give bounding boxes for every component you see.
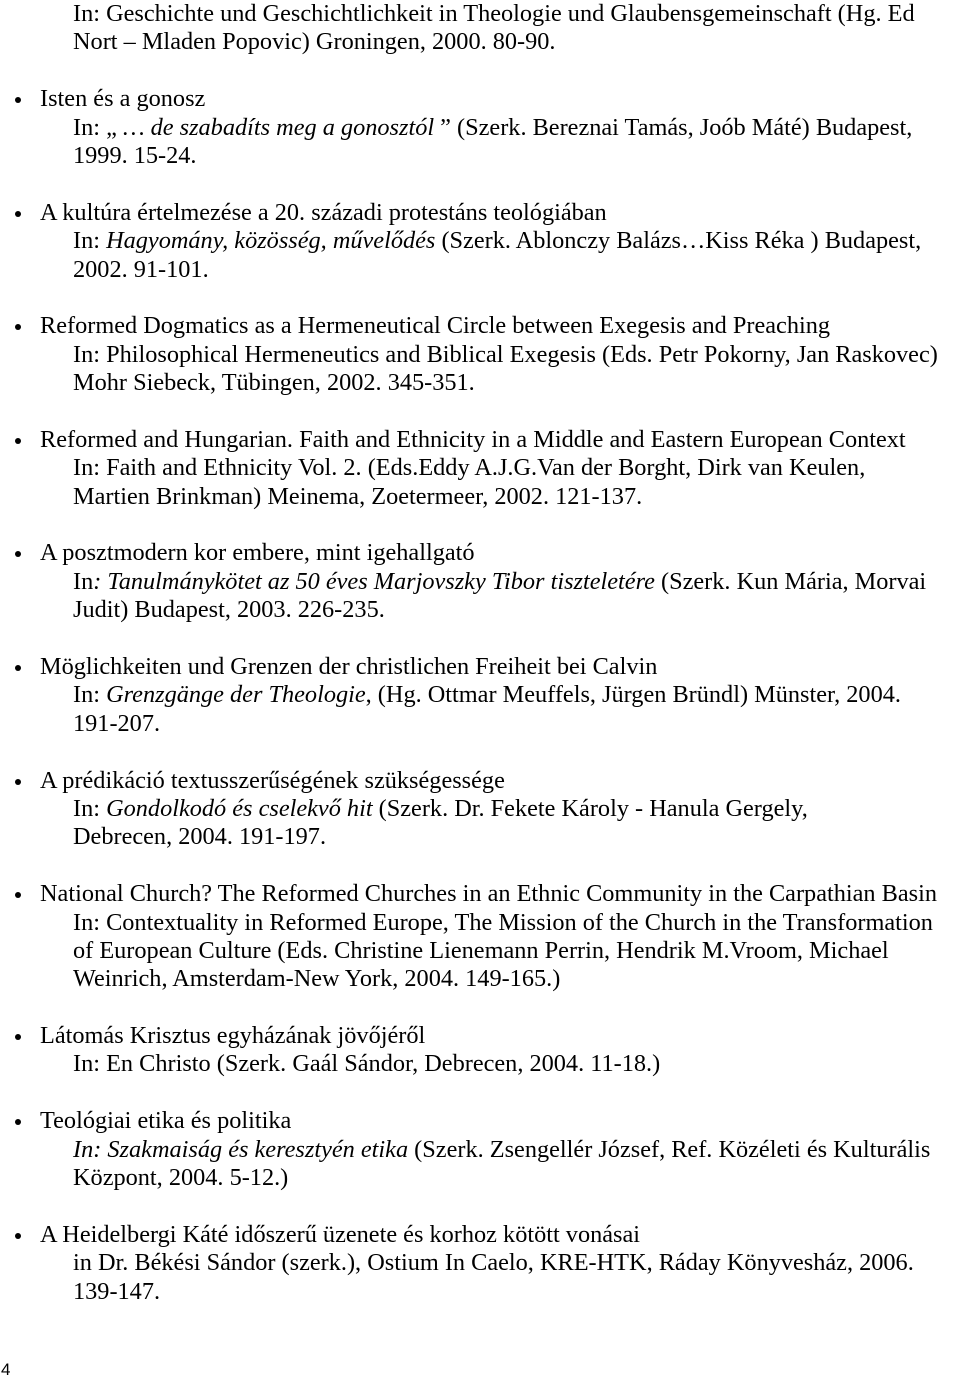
publication-item (0, 1221, 960, 1306)
citation-text: (Szerk. Kun Mária, Morvai (654, 567, 927, 595)
bullet-icon (15, 779, 21, 785)
citation-line (0, 937, 960, 965)
citation-line (0, 341, 960, 369)
citation-text: ” (Szerk. Bereznai Tamás, Joób Máté) Budapest, (434, 113, 913, 141)
publication-title: A Heidelbergi Káté időszerű üzenete és korhoz kötött vonásai (40, 1220, 641, 1248)
citation-text: (Szerk. Zsengellér József, Ref. Közéleti és Kulturális (408, 1135, 931, 1163)
citation-line (0, 114, 960, 142)
work-title: In: Szakmaiság és keresztyén etika (73, 1135, 409, 1163)
publication-title: Reformed and Hungarian. Faith and Ethnicity in a Middle and Eastern European Context (40, 425, 906, 453)
publication-heading (0, 539, 960, 567)
publication-list (0, 85, 960, 1306)
citation-line: Nort – Mladen Popovic) Groningen, 2000. 80-90. (73, 28, 556, 56)
citation-text: 139-147. (73, 1277, 161, 1305)
citation-line (0, 710, 960, 738)
citation-line (0, 483, 960, 511)
citation-line (0, 1278, 960, 1306)
citation-line (0, 596, 960, 624)
citation-text: Martien Brinkman) Meinema, Zoetermeer, 2002. 121-137. (73, 482, 643, 510)
bullet-icon (15, 551, 21, 557)
citation-line (0, 795, 960, 823)
publication-title: A kultúra értelmezése a 20. századi protestáns teológiában (40, 198, 607, 226)
publication-title: National Church? The Reformed Churches in an Ethnic Community in the Carpathian Basin (40, 880, 937, 908)
citation-line (0, 369, 960, 397)
citation-line (0, 823, 960, 851)
bullet-icon (15, 892, 21, 898)
citation-text: In: „ (73, 113, 123, 141)
publication-heading (0, 880, 960, 908)
citation-text: Mohr Siebeck, Tübingen, 2002. 345-351. (73, 369, 475, 397)
publication-item (0, 1107, 960, 1192)
publication-item (0, 199, 960, 284)
publication-item (0, 1022, 960, 1079)
publication-heading (0, 767, 960, 795)
citation-text: (Szerk. Ablonczy Balázs…Kiss Réka ) Budapest, (435, 227, 922, 255)
publication-item (0, 767, 960, 852)
citation-line (0, 909, 960, 937)
citation-line (0, 1136, 960, 1164)
bullet-icon (15, 211, 21, 217)
citation-text: In: Contextuality in Reformed Europe, The Mission of the Church in the Transformation (73, 908, 933, 936)
publication-item (0, 880, 960, 994)
publication-heading (0, 85, 960, 113)
publication-heading (0, 312, 960, 340)
publication-heading (0, 426, 960, 454)
work-title: … de szabadíts meg a gonosztól (122, 113, 435, 141)
citation-line (0, 142, 960, 170)
citation-text: 2002. 91-101. (73, 255, 209, 283)
bullet-icon (15, 665, 21, 671)
citation-line (0, 681, 960, 709)
page-number: 4 (1, 1360, 11, 1379)
publication-item (0, 85, 960, 170)
publication-heading (0, 1022, 960, 1050)
citation-text: 1999. 15-24. (73, 141, 197, 169)
bullet-icon (15, 438, 21, 444)
work-title: Grenzgänge der Theologie (106, 681, 366, 709)
citation-text: of European Culture (Eds. Christine Lienemann Perrin, Hendrik M.Vroom, Michael (73, 936, 889, 964)
citation-line (0, 454, 960, 482)
citation-text: In: Faith and Ethnicity Vol. 2. (Eds.Eddy A.J.G.Van der Borght, Dirk van Keulen, (73, 454, 866, 482)
publication-title: A posztmodern kor embere, mint igehallgató (40, 539, 475, 567)
work-title: Hagyomány, közösség, művelődés (106, 227, 436, 255)
citation-text: In: En Christo (Szerk. Gaál Sándor, Debrecen, 2004. 11-18.) (73, 1050, 661, 1078)
citation-line (0, 256, 960, 284)
publication-heading (0, 1107, 960, 1135)
publication-title: Reformed Dogmatics as a Hermeneutical Circle between Exegesis and Preaching (40, 312, 831, 340)
citation-text: In: (73, 681, 107, 709)
citation-text: , (Hg. Ottmar Meuffels, Jürgen Bründl) Münster, 2004. (365, 681, 901, 709)
work-title: Gondolkodó és cselekvő hit (106, 794, 373, 822)
work-title: : Tanulmánykötet az 50 éves Marjovszky Tibor tiszteletére (93, 567, 655, 595)
bullet-icon (15, 324, 21, 330)
citation-text: In: (73, 794, 107, 822)
citation-line: In: Geschichte und Geschichtlichkeit in Theologie und Glaubensgemeinschaft (Hg. Ed (73, 0, 915, 27)
citation-text: Debrecen, 2004. 191-197. (73, 823, 327, 851)
publication-title: Möglichkeiten und Grenzen der christlichen Freiheit bei Calvin (40, 652, 658, 680)
citation-text: In (73, 567, 94, 595)
publication-heading (0, 653, 960, 681)
citation-text: In: Philosophical Hermeneutics and Biblical Exegesis (Eds. Petr Pokorny, Jan Raskovec) (73, 340, 938, 368)
publication-title: A prédikáció textusszerűségének szükségessége (40, 766, 505, 794)
publication-title: Isten és a gonosz (40, 85, 206, 113)
citation-text: in Dr. Békési Sándor (szerk.), Ostium In Caelo, KRE-HTK, Ráday Könyvesház, 2006. (73, 1249, 914, 1277)
citation-line (0, 965, 960, 993)
publication-title: Látomás Krisztus egyházának jövőjéről (40, 1022, 426, 1050)
publication-title: Teológiai etika és politika (40, 1107, 292, 1135)
citation-text: (Szerk. Dr. Fekete Károly - Hanula Gergely, (372, 794, 808, 822)
publication-item (0, 653, 960, 738)
publication-heading (0, 1221, 960, 1249)
citation-text: 191-207. (73, 709, 161, 737)
publication-item (0, 426, 960, 511)
publication-item (0, 539, 960, 624)
publication-item (0, 312, 960, 397)
citation-line (0, 1249, 960, 1277)
citation-text: Judit) Budapest, 2003. 226-235. (73, 596, 385, 624)
citation-line (0, 568, 960, 596)
bullet-icon (15, 1034, 21, 1040)
citation-line (0, 227, 960, 255)
publication-heading (0, 199, 960, 227)
citation-text: In: (73, 227, 107, 255)
citation-line (0, 1164, 960, 1192)
citation-text: Weinrich, Amsterdam-New York, 2004. 149-165.) (73, 965, 561, 993)
bullet-icon (15, 97, 21, 103)
citation-text: Központ, 2004. 5-12.) (73, 1164, 289, 1192)
bullet-icon (15, 1233, 21, 1239)
citation-line (0, 1050, 960, 1078)
bullet-icon (15, 1119, 21, 1125)
